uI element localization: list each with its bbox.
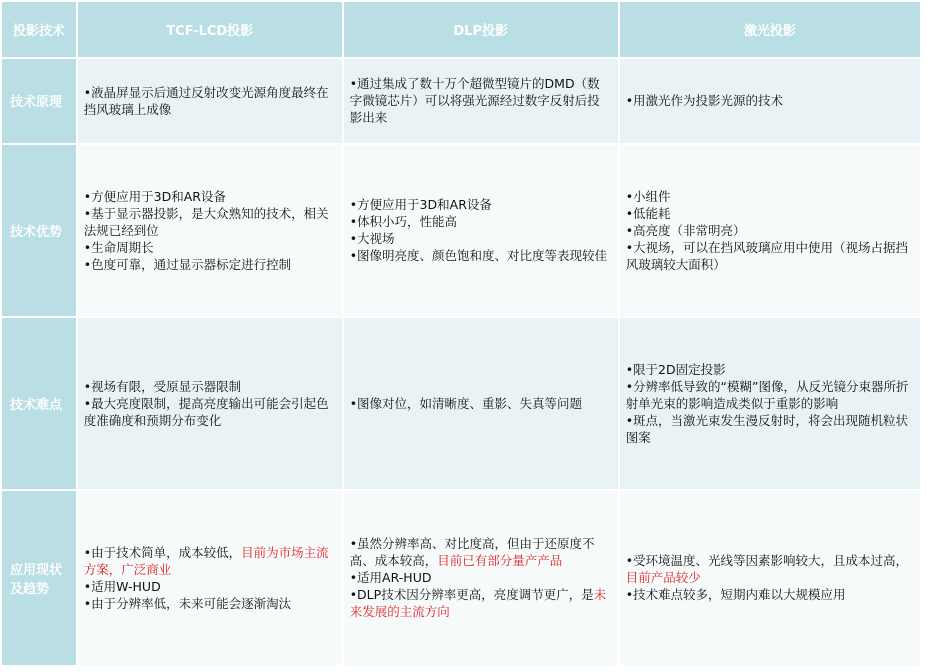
cell-dlp (344, 59, 618, 143)
item-text: •小组件 (625, 188, 671, 204)
highlight-text: 未来发展的主流方向 (349, 587, 607, 620)
item-text: •DLP技术因分辨率更高，亮度调节更广，是 (349, 587, 594, 603)
bullet-item (84, 188, 336, 205)
item-text: •斑点，当激光束发生漫反射时，将会出现随机粒状图案 (625, 412, 909, 445)
row-label-principle: 技术原理 (2, 59, 76, 143)
bullet-item (350, 586, 612, 620)
bullet-item (626, 188, 914, 205)
table-row-difficulty (2, 318, 920, 489)
bullet-item (626, 92, 914, 109)
item-text: •通过集成了数十万个超微型镜片的DMD（数字微镜芯片）可以将强光源经过数字反射后投影出来 (349, 76, 600, 126)
item-text: •视场有限，受原显示器限制 (83, 378, 242, 394)
bullet-item (84, 256, 336, 273)
table-row-advantage (2, 145, 920, 316)
item-text: •适用AR-HUD (349, 570, 432, 586)
cell-laser (620, 491, 920, 665)
item-text: •液晶屏显示后通过反射改变光源角度最终在挡风玻璃上成像 (83, 84, 329, 117)
item-text: •图像对位，如清晰度、重影、失真等问题 (349, 395, 583, 411)
header-cell-tech: 投影技术 (2, 2, 76, 57)
cell-dlp (344, 318, 618, 489)
bullet-item (84, 239, 336, 256)
bullet-item (84, 378, 336, 395)
bullet-item (84, 205, 336, 239)
item-text: •大视场 (349, 231, 395, 247)
highlight-text: 目前为市场主流方案，广泛商业 (83, 544, 329, 577)
bullet-item (350, 213, 612, 230)
item-text: •方便应用于3D和AR设备 (83, 188, 226, 204)
cell-dlp (344, 491, 618, 665)
table-row-application (2, 491, 920, 665)
row-label-advantage: 技术优势 (2, 145, 76, 316)
highlight-text: 目前产品较少 (625, 570, 701, 586)
item-text: •限于2D固定投影 (625, 361, 726, 377)
cell-dlp (344, 145, 618, 316)
bullet-item (626, 378, 914, 412)
item-text: •方便应用于3D和AR设备 (349, 197, 492, 213)
bullet-item (626, 361, 914, 378)
item-text: •图像明亮度、颜色饱和度、对比度等表现较佳 (349, 248, 608, 264)
header-cell-dlp: DLP投影 (344, 2, 618, 57)
header-row (2, 2, 920, 57)
bullet-item (84, 395, 336, 429)
cell-laser (620, 145, 920, 316)
bullet-item (84, 544, 336, 578)
cell-lcd (78, 145, 342, 316)
bullet-item (84, 595, 336, 612)
cell-lcd (78, 491, 342, 665)
item-text: •大视场，可以在挡风玻璃应用中使用（视场占据挡风玻璃较大面积） (625, 239, 909, 272)
row-label-application: 应用现状及趋势 (2, 491, 76, 665)
bullet-item (626, 222, 914, 239)
bullet-item (84, 84, 336, 118)
cell-lcd (78, 59, 342, 143)
item-text: •由于技术简单，成本较低， (83, 544, 242, 560)
item-text: •用激光作为投影光源的技术 (625, 93, 784, 109)
item-text: •低能耗 (625, 205, 671, 221)
table-header (2, 2, 920, 57)
bullet-item (350, 247, 612, 264)
cell-laser (620, 318, 920, 489)
bullet-item (350, 75, 612, 126)
item-text: •受环境温度、光线等因素影响较大，且成本过高， (625, 553, 909, 569)
bullet-item (626, 586, 914, 603)
table-row-principle (2, 59, 920, 143)
bullet-item (626, 239, 914, 273)
header-cell-lcd: TCF-LCD投影 (78, 2, 342, 57)
bullet-item (626, 552, 914, 586)
table-body (2, 59, 920, 665)
row-label-difficulty: 技术难点 (2, 318, 76, 489)
bullet-item (350, 535, 612, 569)
cell-laser (620, 59, 920, 143)
highlight-text: 目前已有部分量产产品 (437, 553, 563, 569)
bullet-item (350, 196, 612, 213)
bullet-item (626, 412, 914, 446)
item-text: •技术难点较多，短期内难以大规模应用 (625, 587, 846, 603)
item-text: •虽然分辨率高、对比度高，但由于还原度不高、成本较高， (349, 536, 595, 569)
bullet-item (350, 569, 612, 586)
item-text: •适用W-HUD (83, 578, 161, 594)
bullet-item (84, 578, 336, 595)
item-text: •分辨率低导致的“模糊”图像，从反光镜分束器所折射单光束的影响造成类似于重影的影响 (625, 378, 909, 411)
item-text: •生命周期长 (83, 239, 154, 255)
bullet-item (350, 230, 612, 247)
item-text: •色度可靠，通过显示器标定进行控制 (83, 256, 292, 272)
item-text: •高亮度（非常明亮） (625, 222, 746, 238)
bullet-item (350, 395, 612, 412)
item-text: •体积小巧，性能高 (349, 214, 458, 230)
cell-lcd (78, 318, 342, 489)
item-text: •最大亮度限制，提高亮度输出可能会引起色度准确度和预期分布变化 (83, 395, 329, 428)
bullet-item (626, 205, 914, 222)
header-cell-laser: 激光投影 (620, 2, 920, 57)
item-text: •由于分辨率低，未来可能会逐渐淘汰 (83, 595, 292, 611)
item-text: •基于显示器投影，是大众熟知的技术，相关法规已经到位 (83, 205, 329, 238)
